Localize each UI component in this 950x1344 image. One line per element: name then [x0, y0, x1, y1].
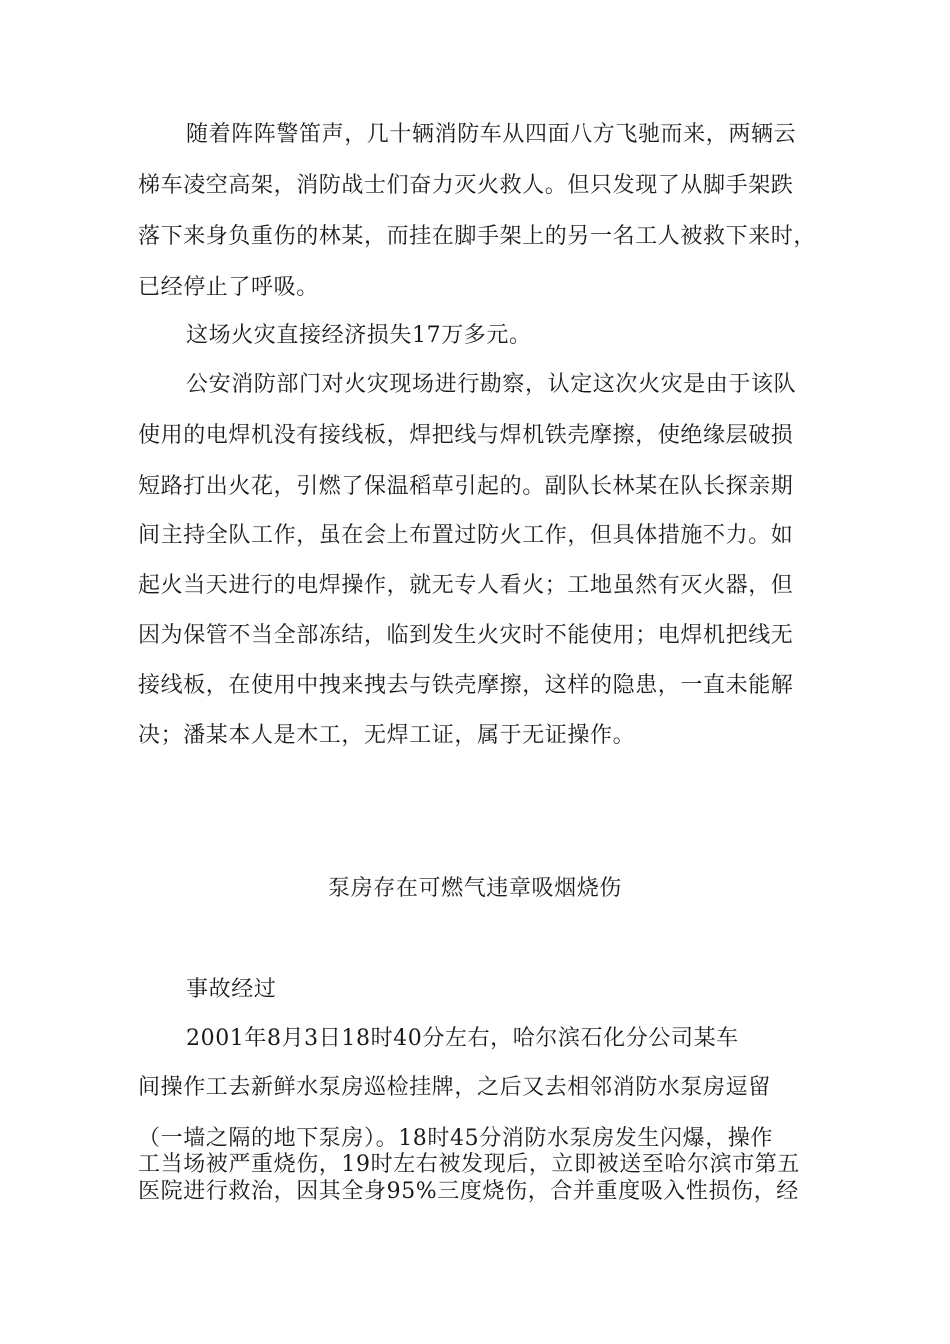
paragraph-1-line-2: 梯车凌空高架，消防战士们奋力灭火救人。但只发现了从脚手架跌 [138, 173, 794, 198]
subheading: 事故经过 [186, 977, 277, 1002]
paragraph-1-line-3: 落下来身负重伤的林某，而挂在脚手架上的另一名工人被救下来时， [138, 224, 817, 249]
account-line-3: （一墙之隔的地下泵房）。18时45分消防水泵房发生闪爆，操作 [138, 1126, 773, 1151]
account-line-4: 工当场被严重烧伤，19时左右被发现后，立即被送至哈尔滨市第五 [138, 1152, 800, 1177]
account-line-1: 2001年8月3日18时40分左右，哈尔滨石化分公司某车 [186, 1026, 739, 1051]
paragraph-3-line-2: 使用的电焊机没有接线板，焊把线与焊机铁壳摩擦，使绝缘层破损 [138, 423, 794, 448]
paragraph-2-line-1: 这场火灾直接经济损失17万多元。 [186, 323, 532, 348]
account-line-5: 医院进行救治，因其全身95%三度烧伤，合并重度吸入性损伤，经 [138, 1179, 799, 1204]
paragraph-3-line-7: 接线板，在使用中拽来拽去与铁壳摩擦，这样的隐患，一直未能解 [138, 673, 794, 698]
paragraph-3-line-4: 间主持全队工作，虽在会上布置过防火工作，但具体措施不力。如 [138, 523, 794, 548]
paragraph-3-line-6: 因为保管不当全部冻结，临到发生火灾时不能使用；电焊机把线无 [138, 623, 794, 648]
paragraph-3-line-8: 决；潘某本人是木工，无焊工证，属于无证操作。 [138, 723, 636, 748]
account-line-2: 间操作工去新鲜水泵房巡检挂牌，之后又去相邻消防水泵房逗留 [138, 1075, 771, 1100]
section-title: 泵房存在可燃气违章吸烟烧伤 [328, 876, 622, 901]
paragraph-3-line-3: 短路打出火花，引燃了保温稻草引起的。副队长林某在队长探亲期 [138, 474, 794, 499]
paragraph-1-line-4: 已经停止了呼吸。 [138, 275, 319, 300]
paragraph-3-line-1: 公安消防部门对火灾现场进行勘察，认定这次火灾是由于该队 [186, 372, 797, 397]
paragraph-3-line-5: 起火当天进行的电焊操作，就无专人看火；工地虽然有灭火器，但 [138, 573, 794, 598]
paragraph-1-line-1: 随着阵阵警笛声，几十辆消防车从四面八方飞驰而来，两辆云 [186, 122, 797, 147]
